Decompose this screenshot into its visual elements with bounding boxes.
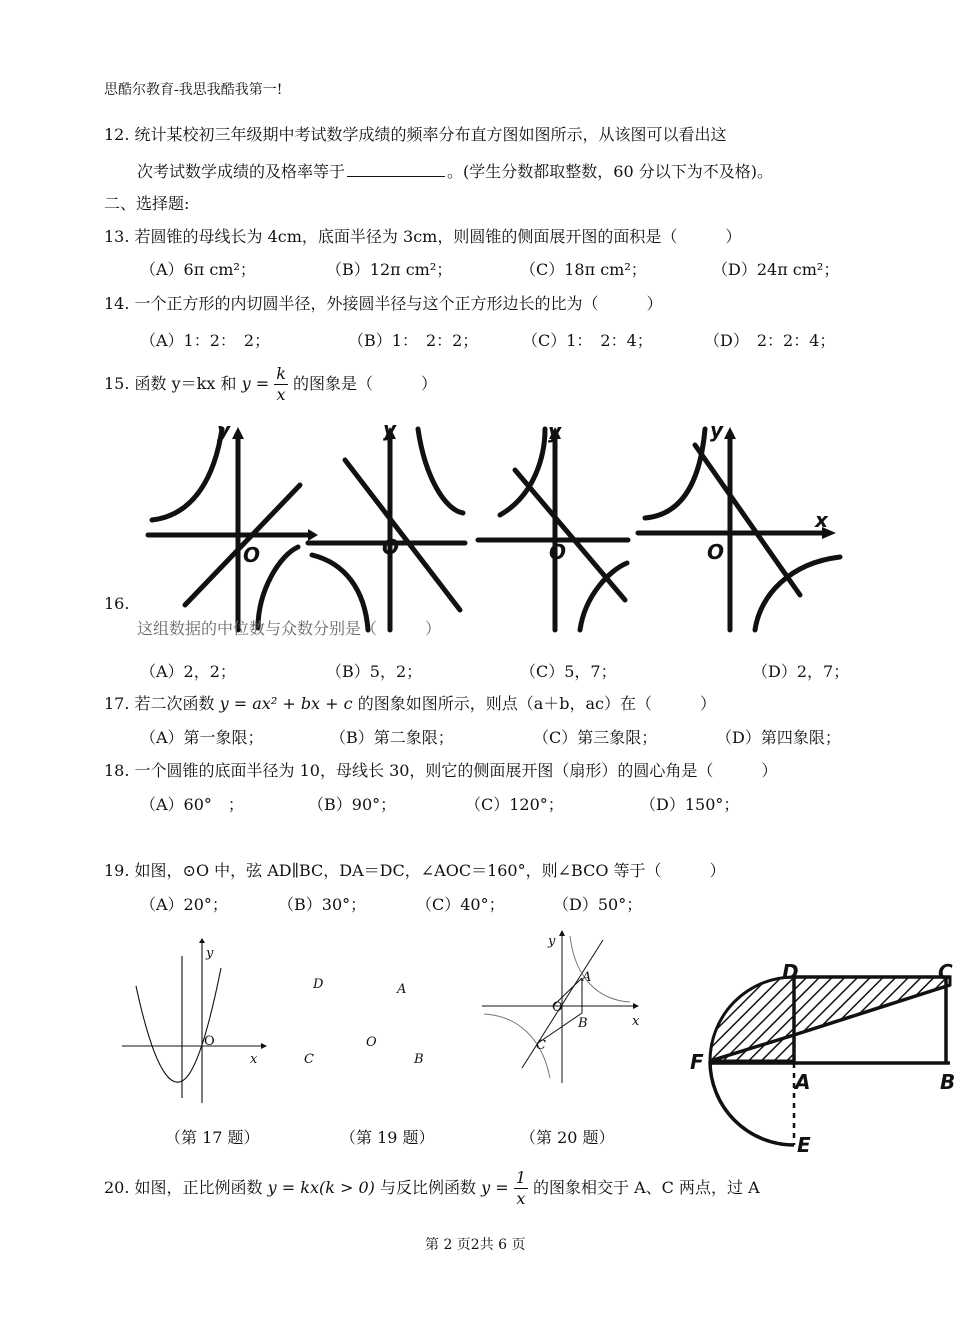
fig20-graph [478,928,648,1088]
page-header: 思酷尔教育-我思我酷我第一! [104,82,283,98]
fig19-caption: （第 19 题） [340,1128,435,1147]
q15-graphs [140,415,860,635]
q20-frac-num: 1 [515,1168,526,1187]
fig17-y-label: y [206,946,214,961]
fig19-label-o: O [366,1035,377,1050]
fig21-label-d: D [782,960,799,984]
q17-option-d[interactable]: （D）第四象限； [716,728,841,747]
q15-graph-b-y: y [383,417,397,441]
q17-prefix: 17. 若二次函数 [104,694,215,713]
q15-graph-c-y: y [548,419,562,443]
q20-fraction [514,1170,528,1207]
q15-fraction [274,366,288,403]
q20-frac-lhs: y = [481,1178,509,1197]
fig19-label-a: A [397,982,407,997]
q18-option-d[interactable]: （D）150°； [640,795,740,814]
fig20-o-label: O [552,1000,563,1015]
q19-text: 19. 如图，⊙O 中，弦 AD∥BC，DA＝DC，∠AOC＝160°，则∠BCO 等于（ ） [104,861,726,880]
q18-option-b[interactable]: （B）90°； [308,795,397,814]
q19-option-c[interactable]: （C）40°； [416,895,505,914]
q20-formula: y = kx(k > 0) [267,1178,375,1197]
q15-graph-b-origin: O [382,535,400,559]
fig21-label-b: B [940,1070,955,1094]
q12-line2-b: 。(学生分数都取整数，60 分以下为不及格)。 [447,162,773,181]
q14-option-c[interactable]: （C）1： 2：4； [522,331,653,350]
q16-text-clipped [137,619,442,639]
fig21-label-e: E [797,1133,811,1157]
q12-line1: 12. 统计某校初三年级期中考试数学成绩的频率分布直方图如图所示，从该图可以看出这 [104,125,727,144]
q15-frac-den: x [276,385,286,404]
q15-text [104,366,437,403]
q18-option-c[interactable]: （C）120°； [465,795,564,814]
q16-option-d[interactable]: （D）2，7； [752,662,850,681]
fig21-label-f: F [690,1050,704,1074]
fig17-o-label: O [204,1034,215,1049]
q15-graph-a-y: y [217,418,231,442]
q20-frac-den: x [516,1189,526,1208]
q15-graph-c-origin: O [549,540,567,564]
q15-graph-d-origin: O [707,540,725,564]
fig19-label-b: B [414,1052,424,1067]
q20-prefix: 20. 如图，正比例函数 [104,1178,263,1197]
q12-answer-blank[interactable] [347,162,445,177]
q12-line2 [137,162,773,180]
fig20-y-label: y [548,934,556,949]
q20-text [104,1170,760,1207]
q20-middle: 与反比例函数 [380,1178,477,1197]
q18-option-a[interactable]: （A）60° ； [140,795,244,814]
q16-option-a[interactable]: （A）2，2； [140,662,236,681]
fig21-label-a: A [795,1070,811,1094]
fig20-x-label: x [632,1014,640,1029]
q17-formula: y = ax² + bx + c [219,694,353,713]
q15-graph-d-y: y [710,418,724,442]
q19-option-a[interactable]: （A）20°； [140,895,228,914]
q16-option-b[interactable]: （B）5，2； [326,662,423,681]
q14-option-b[interactable]: （B）1： 2：2； [348,331,479,350]
q20-suffix: 的图象相交于 A、C 两点，过 A [533,1178,760,1197]
q15-graph-d-x: x [815,508,828,532]
q15-frac-num: k [276,364,286,383]
fig20-c-label: C [536,1038,546,1053]
q19-option-d[interactable]: （D）50°； [553,895,643,914]
q15-prefix: 15. 函数 y＝kx 和 [104,374,237,393]
q17-option-b[interactable]: （B）第二象限； [330,728,454,747]
fig20-caption: （第 20 题） [520,1128,615,1147]
q14-option-a[interactable]: （A）1：2： 2； [140,331,271,350]
q15-suffix: 的图象是（ ） [292,374,437,393]
q17-text [104,696,716,712]
q13-option-b[interactable]: （B）12π cm²； [326,260,453,279]
q17-option-c[interactable]: （C）第三象限； [533,728,658,747]
fig20-a-label: A [582,970,592,985]
q19-option-b[interactable]: （B）30°； [278,895,367,914]
q13-option-c[interactable]: （C）18π cm²； [520,260,647,279]
q13-option-a[interactable]: （A）6π cm²； [140,260,256,279]
q13-option-d[interactable]: （D）24π cm²； [712,260,840,279]
fig20-b-label: B [578,1016,588,1031]
fig21-label-c: C [938,960,953,984]
fig21-graph [688,955,950,1155]
fig19-label-d: D [313,977,324,992]
q13-text: 13. 若圆锥的母线长为 4cm，底面半径为 3cm，则圆锥的侧面展开图的面积是（ ） [104,227,742,246]
page-footer: 第 2 页2共 6 页 [425,1237,526,1253]
fig19-label-c: C [304,1052,314,1067]
q16-text: 这组数据的中位数与众数分别是（ ） [137,619,442,638]
fig17-caption: （第 17 题） [165,1128,260,1147]
section-title: 二、选择题: [104,194,190,213]
q14-text: 14. 一个正方形的内切圆半径，外接圆半径与这个正方形边长的比为（ ） [104,294,663,313]
q17-suffix: 的图象如图所示，则点（a＋b，ac）在（ ） [357,694,717,713]
q15-frac-lhs: y = [241,374,270,393]
fig17-graph [118,938,268,1108]
q16-option-c[interactable]: （C）5，7； [520,662,617,681]
q16-number: 16. [104,594,130,613]
q12-line2-a: 次考试数学成绩的及格率等于 [137,162,346,181]
fig17-x-label: x [250,1052,258,1067]
q15-graph-a-origin: O [243,543,261,567]
q14-option-d[interactable]: （D） 2：2：4； [704,331,836,350]
q17-option-a[interactable]: （A）第一象限； [140,728,264,747]
q18-text: 18. 一个圆锥的底面半径为 10，母线长 30，则它的侧面展开图（扇形）的圆心角是（ ） [104,761,778,780]
